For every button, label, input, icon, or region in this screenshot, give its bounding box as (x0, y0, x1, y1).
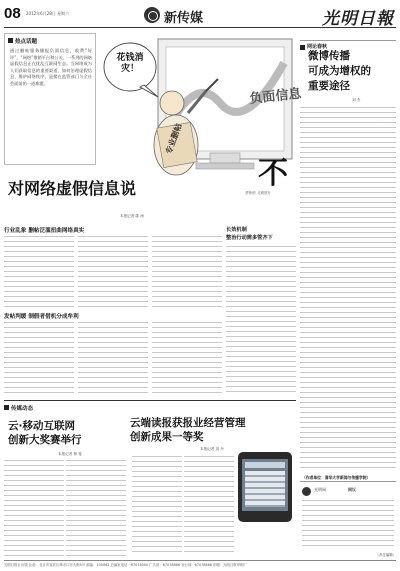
subhead-industry-chaos: 行业乱象 删帖泛滥扭曲网络真实 (4, 228, 85, 234)
subhead-long-term (226, 226, 273, 242)
phone-screen (242, 459, 288, 511)
award-headline-line1: 云端读报获报业经营管理 (130, 417, 246, 429)
article-column-3 (152, 236, 222, 308)
article-column-2 (78, 236, 148, 308)
cartoon-illustration (100, 33, 303, 191)
article-column-7 (226, 246, 296, 396)
article-column-1 (4, 236, 74, 308)
right-column-body (300, 107, 396, 469)
right-column-author: 刘 杰 (352, 98, 361, 102)
cloud-contest-headline (8, 419, 82, 447)
right-column-title (308, 49, 371, 94)
hot-topic-tag: 热点话题 (8, 37, 37, 45)
promo-label: 网议 (348, 487, 356, 492)
site-logo-text: 光明网 (314, 487, 326, 492)
main-headline: 对网络虚假信息说 (8, 179, 137, 198)
cloud-headline-line1: 云·移动互联网 (8, 420, 75, 432)
section-logo-icon (144, 7, 160, 23)
promo-box (300, 481, 396, 551)
page-header (4, 4, 396, 28)
smartphone-photo (238, 452, 292, 522)
cloud-article-col-1 (4, 460, 64, 556)
subhead-long-term-line2: 整治行动需多管齐下 (226, 235, 273, 241)
right-column-caption: （作者单位：清华大学新闻与传播学院） (302, 475, 371, 480)
headline-char: 不 (258, 156, 288, 191)
main-byline: 本报记者 陈 雨 (120, 214, 144, 218)
cloud-article-col-2 (66, 460, 126, 556)
article-column-6 (152, 322, 222, 396)
section-title: 新传媒 (164, 11, 204, 26)
illustration-credit: 蔡锋/作 光明图片 (245, 191, 271, 195)
cloud-byline: 本报记者 林 斐 (58, 452, 82, 456)
right-column-tag (300, 33, 396, 50)
editor-note: （责任编辑） (375, 553, 396, 557)
hot-topic-box (4, 33, 96, 165)
section-divider (4, 400, 296, 401)
cloud-headline-line2: 创新大奖赛举行 (8, 434, 82, 446)
right-column-tag-label: 网论春秋 (300, 44, 327, 50)
speech-bubble-text: 花钱消灾！ (116, 53, 144, 74)
masthead: 光明日報 (322, 9, 394, 29)
issue-date: 2012年6月28日 星期六 (26, 11, 70, 16)
article-column-5 (78, 322, 148, 396)
site-logo-icon (302, 487, 311, 496)
right-title-line1: 微博传播 (308, 50, 350, 62)
subhead-posting: 发帖判缓 制假者借机分成牟利 (4, 314, 79, 320)
right-column (300, 33, 396, 521)
award-headline (130, 416, 246, 444)
award-headline-line2: 创新成果一等奖 (130, 431, 204, 443)
page-number: 08 (4, 5, 21, 22)
screen-text: 负面信息 (248, 86, 303, 107)
award-byline: 本报记者 刘 丹 (200, 447, 224, 451)
promo-body (302, 500, 394, 548)
article-column-4 (4, 322, 74, 396)
hot-topic-body: 通过删帖服务播报负面信息，收费“好评”，“网络”推销平台和公关，一系列的网络虚假信息正在扰乱互联网生态。当网络成为人们获取信息的重要渠道，如何治理虚假信息、维护网络秩序，是摆在监管部门与全社会面前的一道难题。 (10, 48, 92, 86)
award-article-col-1 (132, 456, 182, 556)
page-footer: 光明日报社出版 社址：北京市宣武区珠市口东大街5号 邮编：100062 总编室电话：67078000 广告部：67078866 发行部：67078866 印刷：光明日报印刷厂 (4, 560, 396, 567)
cartoon-drawing (100, 33, 303, 191)
right-title-line2: 可成为增权的 (308, 65, 371, 77)
award-article-col-2 (184, 456, 234, 556)
media-news-tag: 传媒动态 (4, 404, 33, 412)
subhead-long-term-line1: 长效机制 (226, 227, 247, 233)
right-title-line3: 重要途径 (308, 80, 350, 92)
sign-text: 专业删帖 (164, 122, 184, 156)
